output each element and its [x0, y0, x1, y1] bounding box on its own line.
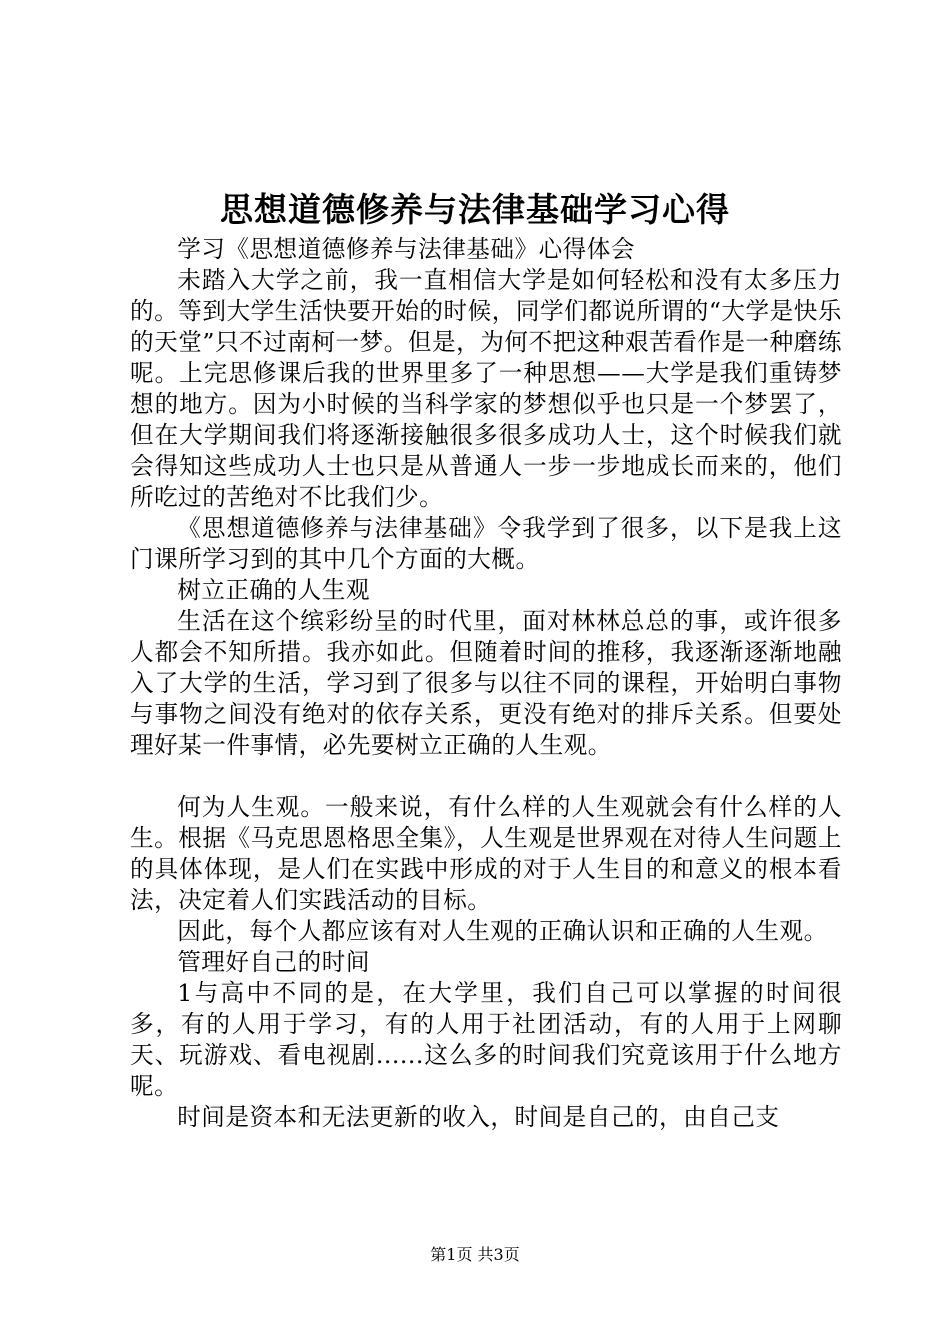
paragraph-overview: 《思想道德修养与法律基础》令我学到了很多，以下是我上这门课所学习到的其中几个方面的大概。	[130, 514, 842, 573]
paragraph-outlook-2: 何为人生观。一般来说，有什么样的人生观就会有什么样的人生。根据《马克思恩格思全集》，人生观是世界观在对待人生问题上的具体体现，是人们在实践中形成的对于人生目的和意义的根本看法，决定着人们实践活动的目标。	[130, 793, 842, 914]
paragraph-outlook-1: 生活在这个缤彩纷呈的时代里，面对林林总总的事，或许很多人都会不知所措。我亦如此。但随着时间的推移，我逐渐逐渐地融入了大学的生活，学习到了很多与以往不同的课程，开始明白事物与事物之间没有绝对的依存关系，更没有绝对的排斥关系。但要处理好某一件事情，必先要树立正确的人生观。	[130, 607, 842, 759]
document-title: 思想道德修养与法律基础学习心得	[220, 190, 730, 229]
section-heading-outlook: 树立正确的人生观	[177, 576, 370, 604]
page-indicator: 第1页 共3页	[430, 1245, 520, 1264]
paragraph-intro: 未踏入大学之前，我一直相信大学是如何轻松和没有太多压力的。等到大学生活快要开始的时候，同学们都说所谓的“大学是快乐的天堂”只不过南柯一梦。但是，为何不把这种艰苦看作是一种磨练呢。上完思修课后我的世界里多了一种思想——大学是我们重铸梦想的地方。因为小时候的当科学家的梦想似乎也只是一个梦罢了，但在大学期间我们将逐渐接触很多很多成功人士，这个时候我们就会得知这些成功人士也只是从普通人一步一步地成长而来的，他们所吃过的苦绝对不比我们少。	[130, 266, 842, 511]
paragraph-time-1: 1与高中不同的是，在大学里，我们自己可以掌握的时间很多，有的人用于学习，有的人用于社团活动，有的人用于上网聊天、玩游戏、看电视剧......这么多的时间我们究竟该用于什么地方呢。	[130, 979, 842, 1100]
paragraph-outlook-3: 因此，每个人都应该有对人生观的正确认识和正确的人生观。	[177, 917, 828, 945]
paragraph-spacer	[130, 761, 842, 792]
section-heading-time: 管理好自己的时间	[177, 948, 370, 976]
document-body	[130, 234, 842, 1133]
paragraph-subtitle: 学习《思想道德修养与法律基础》心得体会	[177, 235, 635, 263]
paragraph-time-2: 时间是资本和无法更新的收入，时间是自己的，由自己支	[177, 1103, 780, 1131]
